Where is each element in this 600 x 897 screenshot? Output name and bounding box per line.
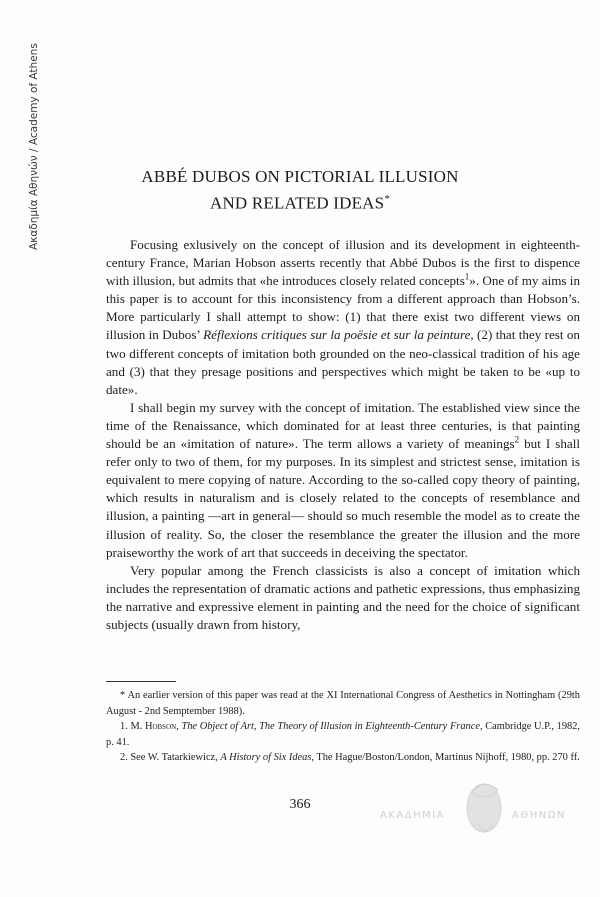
- fn1-title: The Object of Art, The Theory of Illusion in Eighteenth-Century France: [181, 721, 480, 733]
- title-line-2-text: AND RELATED IDEAS: [209, 193, 385, 213]
- title-footnote-mark: *: [384, 193, 391, 205]
- p2-text-b: but I shall refer only to two of them, for my purposes. In its simplest and strictest sense, imitation is equivalent to mere copying of nature. According to the so-called copy theory of painting, which results in naturalism and is closely related to the concepts of resemblance and illusion, a painting —art in general— should so much resemble the model as to create the illusion of reality. So, the closer the resemblance the greater the illusion and the more praiseworthy the work of art that succeeds in deceiving the spectator.: [106, 436, 580, 560]
- page-number: 366: [289, 797, 311, 812]
- watermark-right-text: ΑΘΗΝΩΝ: [512, 810, 566, 821]
- fn1-sep: ,: [176, 721, 182, 733]
- footnote-2: [106, 750, 580, 766]
- fn1-number: 1. M.: [120, 721, 145, 733]
- academy-watermark-logo: [380, 778, 580, 848]
- fn1-rest: , Cambridge U.P., 1982, p. 41.: [106, 721, 581, 748]
- p1-text-a: Focusing exlusively on the concept of illusion and its development in eighteenth-century France, Marian Hobson asserts recently that Abbé Dubos is the first to dispence with illusion, but admits that «he introduces closely related concepts: [106, 237, 580, 289]
- footnote-ref-1: 1: [464, 271, 470, 282]
- watermark-left-text: ΑΚΑΔΗΜΙΑ: [380, 810, 446, 821]
- paragraph-2: [106, 399, 580, 562]
- fn1-author: Hobson: [144, 721, 177, 733]
- p2-text-a: I shall begin my survey with the concept of imitation. The established view since the time of the Renaissance, which dominated for at least three centuries, is that painting should be an «imitation of nature». The term allows a variety of meanings: [106, 399, 580, 452]
- paragraph-1: [106, 236, 580, 399]
- p1-text-b: ». One of my aims in this paper is to account for this inconsistency from a different approach than Hobson’s. More particularly I shall attempt to show: (1) that there exist two different views on illusion in Dubos’: [106, 273, 580, 343]
- fn2-rest: , The Hague/Boston/London, Martinus Nijhoff, 1980, pp. 270 ff.: [311, 752, 580, 764]
- archive-side-label: Ακαδημία Αθηνών / Academy of Athens: [28, 43, 40, 250]
- article-title: [0, 165, 600, 215]
- article-body: [106, 236, 580, 634]
- title-line-2: [0, 188, 600, 215]
- fn2-text: 2. See W. Tatarkiewicz,: [120, 752, 221, 764]
- footnote-star: * An earlier version of this paper was read at the XI International Congress of Aesthetics in Nottingham (29th August - 2nd Semptember 1988).: [106, 690, 580, 717]
- p1-text-c: , (2) that they rest on two different concepts of imitation both grounded on the neo-classical tradition of his age and (3) that they presage positions and perspectives which might be taken to be «up to date».: [106, 327, 580, 397]
- footnote-divider: [106, 681, 176, 682]
- p1-book-title: Réflexions critiques sur la poësie et sur la peinture: [203, 327, 471, 343]
- fn2-title: A History of Six Ideas: [220, 752, 312, 764]
- footnotes: [106, 688, 580, 766]
- footnote-1: [106, 719, 580, 750]
- athena-head-icon: [467, 784, 501, 832]
- paragraph-3: Very popular among the French classicists is also a concept of imitation which includes the representation of dramatic actions and pathetic expressions, thus emphasizing the narrative and expressive element in painting and the need for the choice of significant subjects (usually drawn from history,: [106, 562, 580, 632]
- title-line-1: ABBÉ DUBOS ON PICTORIAL ILLUSION: [141, 167, 459, 186]
- footnote-ref-2: 2: [514, 434, 520, 445]
